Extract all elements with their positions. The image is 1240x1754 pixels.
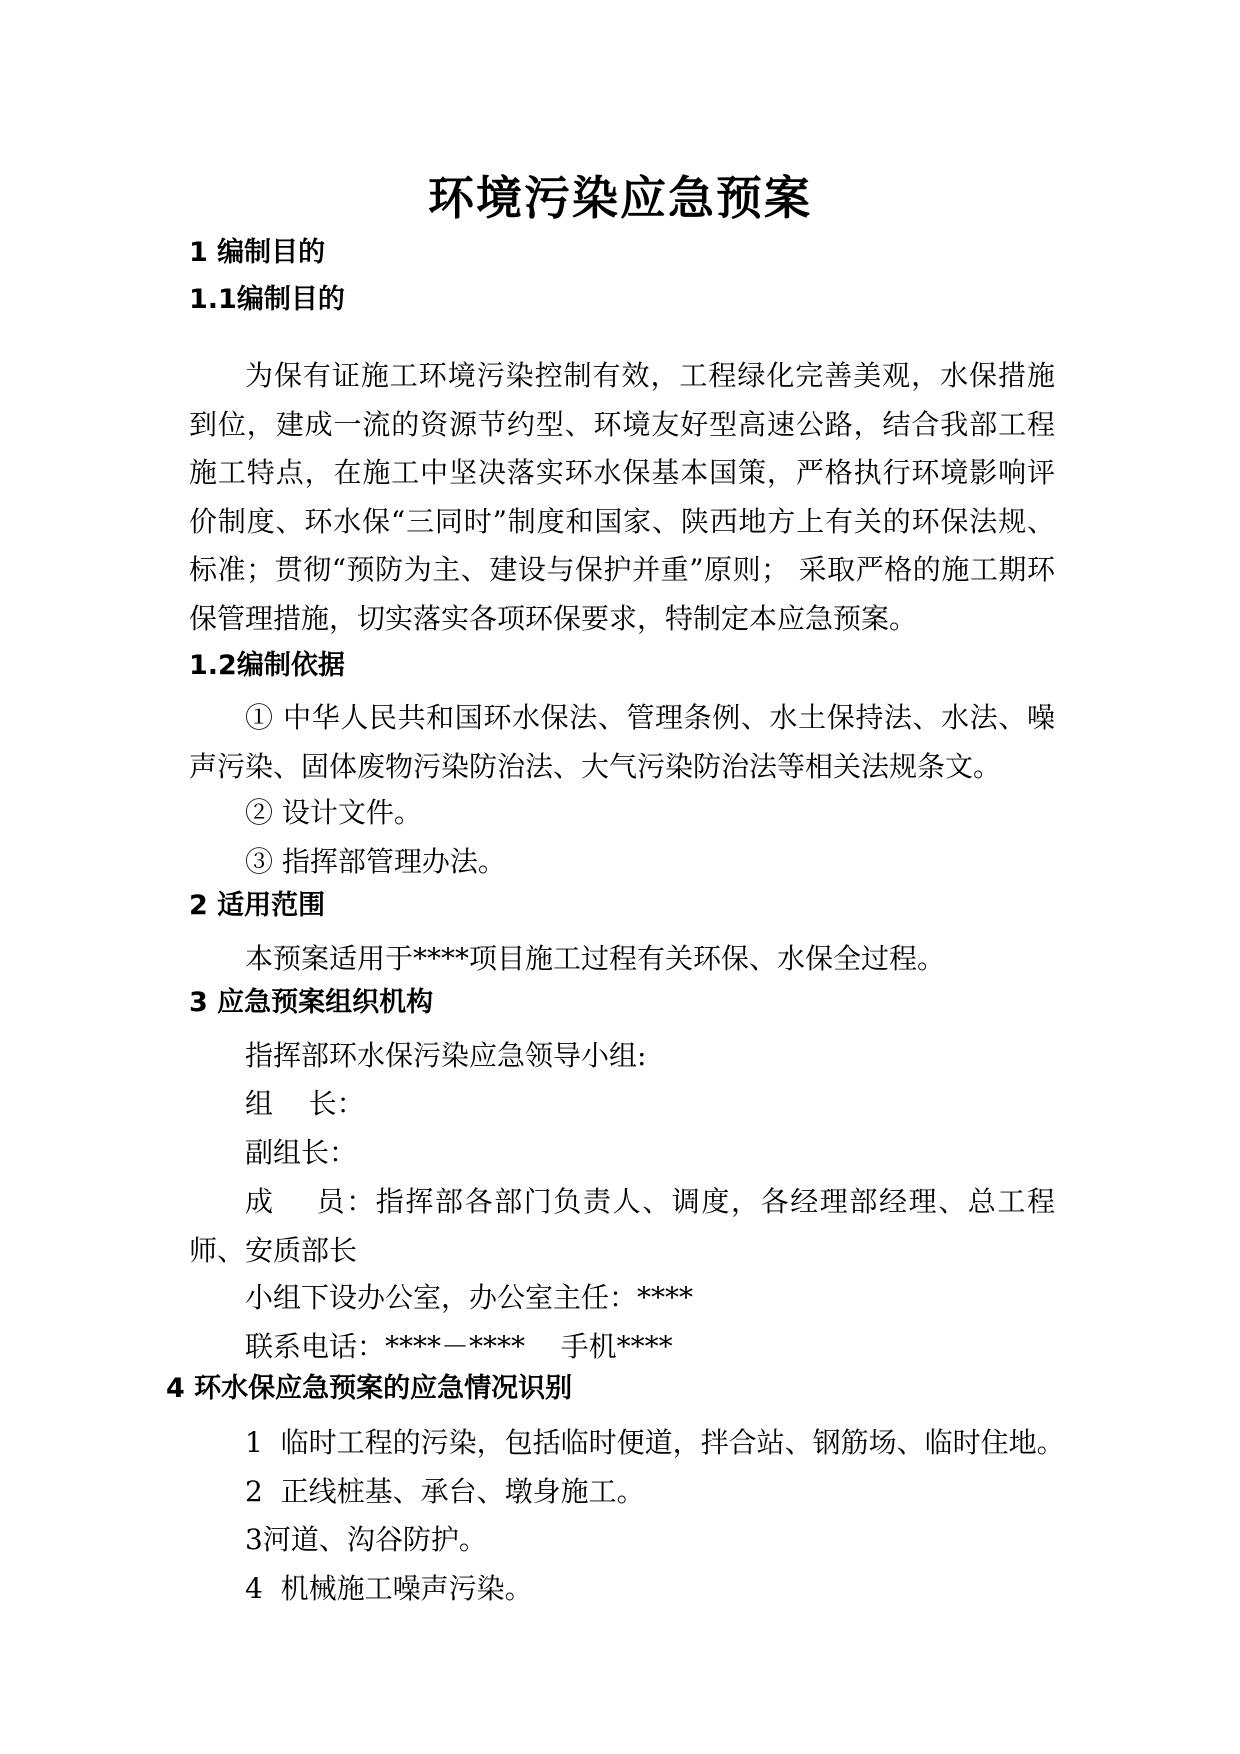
section-heading-1-1: 1.1编制目的: [189, 284, 345, 315]
org-intro: 指挥部环水保污染应急领导小组:: [245, 1039, 647, 1072]
org-phone: 联系电话：****－**** 手机****: [245, 1330, 673, 1363]
situation-item-4: 4 机械施工噪声污染。: [245, 1572, 533, 1605]
situation-item-1: 1 临时工程的污染，包括临时便道，拌合站、钢筋场、临时住地。: [245, 1426, 1065, 1459]
situation-item-3: 3河道、沟谷防护。: [245, 1523, 487, 1556]
org-leader: 组 长：: [245, 1087, 365, 1120]
section-heading-1-2: 1.2编制依据: [189, 650, 345, 681]
basis-item-3: ③ 指挥部管理办法。: [245, 845, 506, 878]
basis-item-1: ① 中华人民共和国环水保法、管理条例、水土保持法、水法、噪声污染、固体废物污染防治法、大气污染防治法等相关法规条文。: [189, 701, 1055, 783]
situation-item-2: 2 正线桩基、承台、墩身施工。: [245, 1475, 645, 1508]
org-members: 成 员：指挥部各部门负责人、调度，各经理部经理、总工程师、安质部长: [189, 1185, 1055, 1267]
document-title: 环境污染应急预案: [428, 171, 812, 225]
section-heading-4: 4 环水保应急预案的应急情况识别: [166, 1373, 573, 1404]
basis-item-2: ② 设计文件。: [245, 796, 422, 829]
org-deputy: 副组长：: [245, 1136, 358, 1169]
section-heading-2: 2 适用范围: [189, 890, 326, 921]
section-heading-3: 3 应急预案组织机构: [189, 987, 434, 1018]
purpose-paragraph: 为保有证施工环境污染控制有效，工程绿化完善美观，水保措施到位，建成一流的资源节约型、环境友好型高速公路，结合我部工程施工特点，在施工中坚决落实环水保基本国策，严格执行环境影响评价制度、环水保“三同时”制度和国家、陕西地方上有关的环保法规、标准；贯彻“预防为主、建设与保护并重”原则； 采取严格的施工期环保管理措施，切实落实各项环保要求，特制定本应急预案。: [189, 359, 1055, 635]
org-office: 小组下设办公室，办公室主任：****: [245, 1281, 694, 1314]
scope-paragraph: 本预案适用于****项目施工过程有关环保、水保全过程。: [245, 942, 946, 975]
section-heading-1: 1 编制目的: [189, 237, 326, 268]
